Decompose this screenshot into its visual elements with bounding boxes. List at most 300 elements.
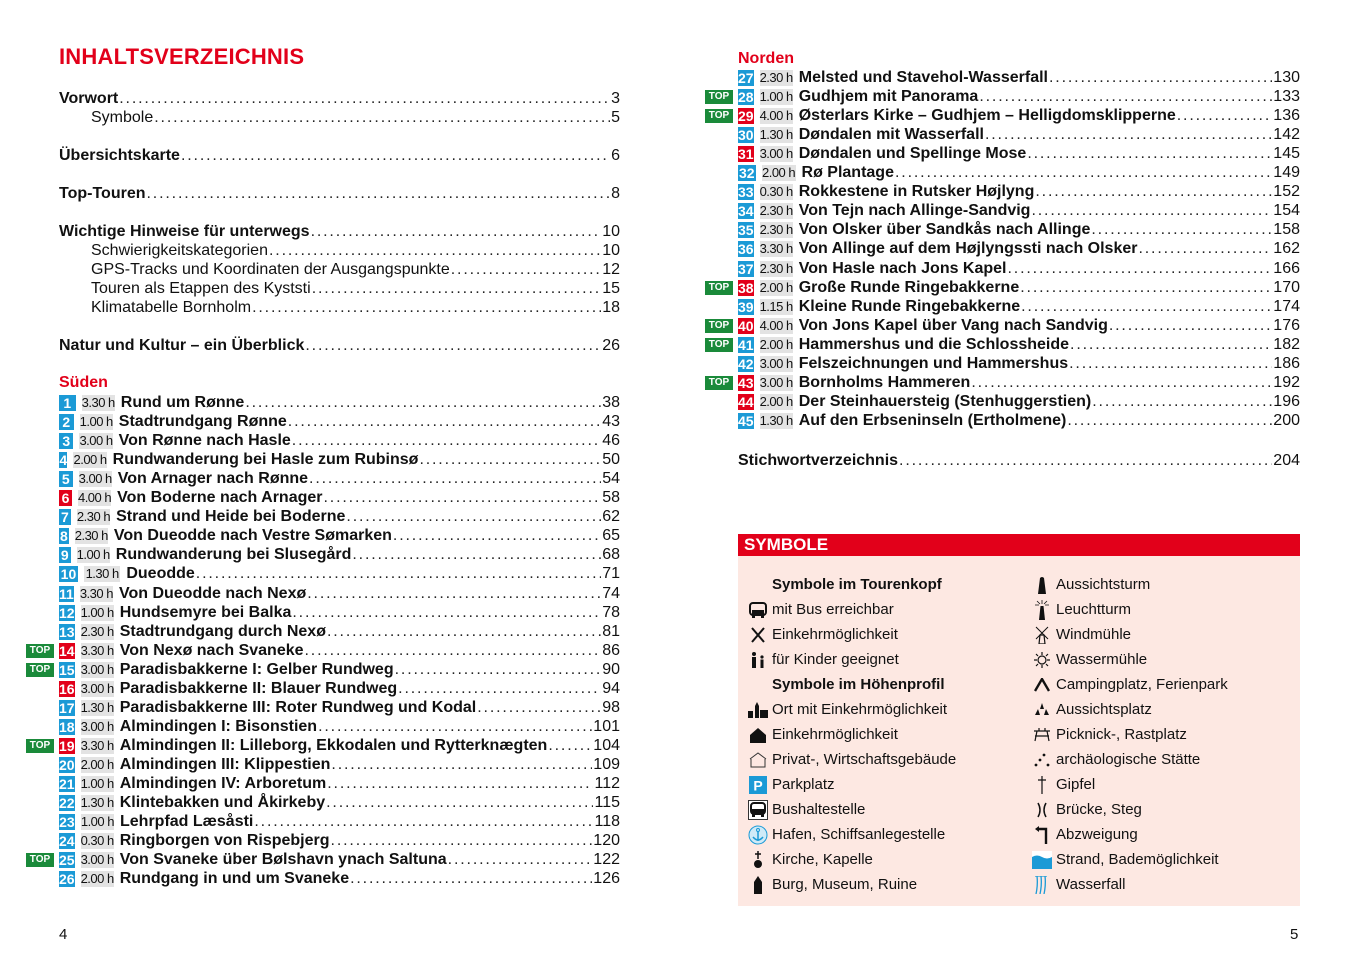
- tour-entry[interactable]: [708, 88, 1300, 106]
- leader-dots: [1008, 260, 1273, 278]
- tour-entry[interactable]: [59, 813, 620, 831]
- tour-entry[interactable]: [738, 183, 1300, 201]
- tour-title: Hundsemyre bei Balka: [119, 603, 292, 621]
- symbol-label: Symbole im Höhenprofil: [772, 676, 945, 693]
- tour-duration: 3.00 h: [759, 355, 793, 371]
- tour-title: Kleine Runde Ringebakkerne: [798, 297, 1021, 315]
- leader-dots: [305, 642, 602, 660]
- tour-entry[interactable]: [59, 699, 620, 717]
- top-tour-badge: TOP: [26, 663, 54, 677]
- toc-entry-page: 204: [1273, 452, 1300, 469]
- tour-page: 142: [1273, 126, 1300, 144]
- symbol-legend-item: [744, 872, 956, 897]
- symbol-legend-item: [1028, 797, 1228, 822]
- tour-entry[interactable]: [59, 604, 620, 622]
- tour-number-badge: 31: [738, 146, 754, 163]
- leader-dots: [979, 88, 1272, 106]
- tour-duration: 3.00 h: [80, 680, 114, 696]
- tour-entry[interactable]: [738, 240, 1300, 258]
- tour-entry[interactable]: [738, 393, 1300, 411]
- tour-entry[interactable]: [738, 126, 1300, 144]
- leader-dots: [1109, 317, 1272, 335]
- tour-entry[interactable]: [29, 660, 620, 679]
- tour-page: 98: [602, 698, 620, 716]
- symbol-label: Windmühle: [1056, 626, 1132, 643]
- leader-dots: [327, 623, 601, 641]
- symbol-legend-item: [1028, 672, 1228, 697]
- tour-page: 112: [594, 775, 620, 792]
- tour-number-badge: 29: [738, 108, 754, 125]
- tour-page: 94: [602, 679, 620, 697]
- tour-duration: 2.30 h: [76, 509, 111, 525]
- leader-dots: [398, 680, 601, 698]
- tour-title: Felszeichnungen und Hammershus: [798, 354, 1069, 372]
- tour-entry[interactable]: [59, 470, 620, 488]
- bus-icon: [744, 602, 772, 618]
- tour-entry[interactable]: [59, 832, 620, 850]
- toc-subentry[interactable]: [91, 279, 620, 298]
- tour-duration: 1.30 h: [80, 699, 114, 715]
- tour-entry[interactable]: [59, 413, 620, 431]
- tour-number-badge: 25: [59, 852, 75, 869]
- tour-page: 50: [602, 451, 620, 469]
- symbol-legend-item: [744, 797, 956, 822]
- leader-dots: [312, 279, 602, 298]
- tour-number-badge: 22: [59, 795, 75, 812]
- tour-title: Melsted und Stavehol-Wasserfall: [798, 69, 1048, 86]
- leader-dots: [1027, 145, 1272, 163]
- tour-entry[interactable]: [59, 527, 620, 545]
- tour-page: 104: [593, 736, 620, 754]
- leader-dots: [451, 260, 601, 279]
- leader-dots: [311, 222, 602, 241]
- tour-entry[interactable]: [738, 145, 1300, 163]
- tour-entry[interactable]: [59, 451, 620, 469]
- tour-page: 126: [593, 870, 620, 888]
- tour-page: 74: [602, 584, 620, 602]
- tour-duration: 4.00 h: [77, 490, 112, 506]
- tour-duration: 2.00 h: [759, 279, 793, 295]
- leader-dots: [1177, 107, 1273, 125]
- tour-title: Auf den Erbseninseln (Ertholmene): [798, 411, 1067, 429]
- tour-entry[interactable]: [738, 355, 1300, 373]
- tour-title: Von Tejn nach Allinge-Sandvig: [798, 202, 1031, 220]
- toc-entry-label: Klimatabelle Bornholm: [91, 299, 252, 316]
- toc-entry-page: 3: [611, 90, 620, 107]
- tour-number-badge: 45: [738, 412, 754, 429]
- tour-number-badge: 33: [738, 184, 754, 201]
- toc-entry[interactable]: [59, 184, 620, 203]
- symbol-legend-item: [744, 697, 956, 722]
- tour-page: 118: [594, 813, 620, 831]
- house-outline-icon: [744, 752, 772, 768]
- leader-dots: [419, 451, 601, 469]
- tour-number-badge: 10: [60, 566, 77, 583]
- leader-dots: [305, 336, 601, 355]
- top-tour-badge: TOP: [26, 739, 54, 753]
- tour-title: Østerlars Kirke – Gudhjem – Helligdomsklipperne: [798, 107, 1176, 125]
- beach-icon: [1028, 851, 1056, 869]
- tour-number-badge: 6: [59, 490, 72, 506]
- symbol-label: Gipfel: [1056, 776, 1096, 793]
- tour-entry[interactable]: [59, 680, 620, 698]
- tour-page: 166: [1273, 259, 1300, 277]
- tour-number-badge: 3: [59, 433, 73, 449]
- leader-dots: [1067, 412, 1272, 430]
- symbol-legend-item: [744, 647, 956, 672]
- leader-dots: [327, 775, 593, 793]
- leader-dots: [254, 813, 593, 831]
- tour-title: Rundgang in und um Svaneke: [119, 870, 350, 888]
- leader-dots: [1049, 69, 1272, 87]
- tour-duration: 1.30 h: [759, 127, 793, 143]
- page-number: 5: [1290, 926, 1299, 943]
- symbol-legend-item: [1028, 772, 1228, 797]
- symbol-label: archäologische Stätte: [1056, 751, 1201, 768]
- tour-entry[interactable]: [59, 432, 620, 450]
- tour-page: 176: [1273, 316, 1300, 334]
- tour-duration: 2.30 h: [759, 260, 793, 276]
- toc-entry-page: 10: [602, 223, 620, 240]
- symbol-label: Wassermühle: [1056, 651, 1148, 668]
- tour-number-badge: 8: [59, 528, 68, 545]
- symbol-label: Wasserfall: [1056, 876, 1126, 893]
- leader-dots: [307, 585, 601, 603]
- tour-entry[interactable]: [708, 107, 1300, 125]
- tour-title: Stadtrundgang durch Nexø: [119, 622, 326, 640]
- symbol-legend-item: [744, 847, 956, 872]
- symbol-legend-item: [744, 722, 956, 747]
- tour-number-badge: 28: [738, 89, 754, 106]
- family-icon: [744, 652, 772, 668]
- leader-dots: [269, 241, 601, 260]
- toc-entry[interactable]: [59, 146, 620, 165]
- top-tour-badge: TOP: [705, 109, 733, 123]
- tour-entry[interactable]: [708, 373, 1300, 392]
- tour-number-badge: 9: [60, 547, 69, 564]
- symbol-label: für Kinder geeignet: [772, 651, 899, 668]
- tour-number-badge: 41: [738, 336, 754, 353]
- toc-subentry[interactable]: [91, 260, 620, 279]
- leader-dots: [318, 718, 592, 736]
- leader-dots: [395, 661, 602, 679]
- symbol-legend-item: [744, 822, 956, 847]
- tour-duration: 2.30 h: [80, 623, 114, 639]
- tour-page: 154: [1273, 202, 1300, 220]
- toc-entry-page: 18: [602, 299, 620, 316]
- tour-entry[interactable]: [59, 870, 620, 888]
- tour-number-badge: 40: [738, 317, 754, 334]
- tour-page: 43: [602, 413, 620, 431]
- tour-number-badge: 24: [59, 833, 75, 850]
- tour-number-badge: 35: [738, 222, 754, 239]
- svg-text:P: P: [753, 777, 763, 793]
- leader-dots: [324, 489, 602, 507]
- tour-title: Von Svaneke über Bølshavn ynach Saltuna: [119, 851, 447, 869]
- tour-duration: 0.30 h: [80, 833, 114, 849]
- tour-entry[interactable]: [59, 718, 620, 736]
- tour-title: Rundwanderung bei Slusegård: [115, 546, 352, 564]
- tour-page: 170: [1273, 278, 1300, 296]
- symbol-legend-item: [744, 772, 956, 797]
- tour-number-badge: 42: [738, 355, 754, 372]
- tour-title: Strand und Heide bei Boderne: [116, 508, 346, 526]
- tour-number-badge: 38: [738, 279, 754, 296]
- tour-page: 68: [602, 546, 620, 564]
- symbol-legend-item: [1028, 872, 1228, 897]
- leader-dots: [309, 470, 601, 488]
- tour-number-badge: 18: [59, 718, 75, 735]
- tour-entry[interactable]: [738, 69, 1300, 87]
- leader-dots: [899, 451, 1272, 470]
- toc-entry-page: 6: [611, 147, 620, 164]
- tour-entry[interactable]: [59, 394, 620, 412]
- tour-title: Rokkestene in Rutsker Højlyng: [798, 183, 1035, 201]
- symbol-label: Kirche, Kapelle: [772, 851, 873, 868]
- tour-number-badge: 19: [59, 737, 75, 754]
- toc-entry[interactable]: [59, 222, 620, 241]
- tour-title: Paradisbakkerne III: Roter Rundweg und Kodal: [119, 698, 477, 716]
- top-tour-badge: TOP: [705, 281, 733, 295]
- tour-number-badge: 20: [59, 756, 75, 773]
- toc-entry-page: 26: [602, 337, 620, 354]
- tour-number-badge: 1: [59, 395, 76, 411]
- tour-entry[interactable]: [59, 623, 620, 641]
- tour-entry[interactable]: [59, 775, 620, 793]
- tour-page: 174: [1273, 297, 1300, 315]
- tour-entry[interactable]: [738, 298, 1300, 316]
- symbol-legend-item: [1028, 847, 1228, 872]
- symbol-legend-item: [1028, 647, 1228, 672]
- tour-page: 162: [1273, 240, 1300, 258]
- tour-duration: 2.30 h: [759, 203, 793, 219]
- tour-number-badge: 26: [59, 871, 75, 888]
- leader-dots: [352, 546, 601, 564]
- tour-number-badge: 27: [738, 70, 754, 86]
- toc-entry-page: 8: [611, 185, 620, 202]
- leader-dots: [245, 394, 601, 412]
- tour-duration: 3.30 h: [79, 585, 113, 601]
- tour-title: Almindingen I: Bisonstien: [119, 717, 318, 735]
- tour-entry[interactable]: [29, 736, 620, 755]
- leader-dots: [1020, 279, 1272, 297]
- toc-entry-index[interactable]: [738, 451, 1300, 470]
- tour-page: 136: [1273, 107, 1300, 125]
- tour-entry[interactable]: [59, 756, 620, 774]
- tour-entry[interactable]: [738, 202, 1300, 220]
- tour-number-badge: 13: [59, 623, 75, 640]
- tour-number-badge: 37: [738, 260, 754, 277]
- tour-title: Klintebakken und Åkirkeby: [119, 794, 326, 812]
- tour-title: Ringborgen von Rispebjerg: [119, 832, 330, 850]
- summit-icon: [1028, 776, 1056, 794]
- toc-subentry[interactable]: [91, 298, 620, 317]
- tour-duration: 3.00 h: [80, 661, 114, 677]
- tour-page: 133: [1273, 88, 1300, 106]
- bridge-icon: [1028, 802, 1056, 818]
- leader-dots: [1035, 183, 1272, 201]
- tour-duration: 3.00 h: [759, 146, 793, 162]
- parking-icon: [744, 776, 772, 794]
- tour-page: 86: [602, 641, 620, 659]
- leader-dots: [971, 374, 1272, 392]
- toc-entry[interactable]: [59, 336, 620, 355]
- tour-title: Lehrpfad Læsåsti: [120, 813, 254, 831]
- leader-dots: [331, 832, 593, 850]
- toc-entry-page: 12: [602, 261, 620, 278]
- symbols-legend-box: [738, 534, 1300, 906]
- tour-duration: 2.30 h: [759, 222, 793, 238]
- tour-page: 182: [1273, 335, 1300, 353]
- tour-number-badge: 14: [59, 642, 75, 659]
- tour-page: 122: [593, 851, 620, 869]
- symbol-label: Aussichtsturm: [1056, 576, 1151, 593]
- tour-page: 120: [593, 832, 620, 850]
- tour-page: 152: [1273, 183, 1300, 201]
- tour-title: Große Runde Ringebakkerne: [798, 278, 1020, 296]
- lighthouse-icon: [1028, 600, 1056, 620]
- leader-dots: [1021, 298, 1272, 316]
- tour-title: Rø Plantage: [801, 164, 894, 182]
- symbol-label: Leuchtturm: [1056, 601, 1132, 618]
- toc-entry-label: Touren als Etappen des Kyststi: [91, 280, 311, 297]
- symbol-legend-item: [1028, 622, 1228, 647]
- tour-title: Paradisbakkerne II: Blauer Rundweg: [119, 679, 398, 697]
- symbol-legend-item: [1028, 697, 1228, 722]
- tour-duration: 1.00 h: [79, 414, 113, 430]
- tour-title: Almindingen II: Lilleborg, Ekkodalen und Rytterknægten: [119, 736, 548, 754]
- tour-duration: 3.30 h: [80, 642, 114, 658]
- tour-page: 81: [602, 622, 620, 640]
- tour-duration: 3.30 h: [81, 395, 115, 410]
- symbol-label: Strand, Bademöglichkeit: [1056, 851, 1219, 868]
- tour-entry[interactable]: [29, 851, 620, 869]
- tour-title: Stadtrundgang Rønne: [118, 413, 287, 431]
- leader-dots: [326, 794, 593, 812]
- tour-number-badge: 36: [738, 241, 754, 258]
- tour-entry[interactable]: [738, 164, 1300, 182]
- leader-dots: [331, 756, 592, 774]
- toc-subentry[interactable]: [91, 241, 620, 260]
- toc-entry-page: 10: [602, 242, 620, 259]
- top-tour-badge: TOP: [26, 853, 54, 867]
- tour-entry[interactable]: [708, 335, 1300, 354]
- castle-icon: [744, 876, 772, 894]
- tour-entry[interactable]: [59, 546, 620, 564]
- town-icon: [744, 702, 772, 718]
- tour-title: Von Dueodde nach Nexø: [118, 584, 307, 602]
- tour-entry[interactable]: [738, 221, 1300, 239]
- page-title: INHALTSVERZEICHNIS: [59, 44, 305, 69]
- tour-page: 65: [602, 527, 620, 545]
- leader-dots: [147, 184, 611, 203]
- archaeology-icon: [1028, 753, 1056, 767]
- symbol-label: Symbole im Tourenkopf: [772, 576, 942, 593]
- symbol-label: Privat-, Wirtschaftsgebäude: [772, 751, 957, 768]
- tour-entry[interactable]: [59, 585, 620, 603]
- tour-title: Gudhjem mit Panorama: [798, 88, 979, 106]
- tour-title: Bornholms Hammeren: [798, 373, 971, 391]
- tour-page: 101: [593, 717, 620, 735]
- tour-title: Almindingen IV: Arboretum: [119, 775, 327, 792]
- church-icon: [744, 851, 772, 869]
- toc-entry[interactable]: [59, 89, 620, 108]
- tour-duration: 3.30 h: [80, 737, 114, 753]
- tour-page: 46: [602, 432, 620, 450]
- tour-number-badge: 44: [738, 393, 754, 410]
- tour-number-badge: 34: [738, 203, 754, 220]
- tour-number-badge: 5: [59, 471, 73, 487]
- leader-dots: [288, 413, 601, 431]
- tour-page: 58: [602, 489, 620, 507]
- tour-title: Von Nexø nach Svaneke: [119, 641, 304, 659]
- symbol-legend-item: [744, 622, 956, 647]
- tour-number-badge: 15: [59, 661, 75, 678]
- tour-entry[interactable]: [708, 316, 1300, 335]
- tour-title: Rundwanderung bei Hasle zum Rubinsø: [112, 451, 419, 469]
- tour-entry[interactable]: [738, 412, 1300, 430]
- tour-duration: 2.00 h: [761, 165, 796, 181]
- tour-entry[interactable]: [59, 794, 620, 812]
- tour-title: Dueodde: [126, 565, 195, 583]
- toc-subentry[interactable]: [91, 108, 620, 127]
- leader-dots: [292, 432, 601, 450]
- leader-dots: [292, 604, 601, 622]
- tour-title: Hammershus und die Schlossheide: [798, 335, 1070, 353]
- leader-dots: [1031, 202, 1272, 220]
- tour-title: Von Jons Kapel über Vang nach Sandvig: [798, 316, 1108, 334]
- tour-title: Von Hasle nach Jons Kapel: [798, 259, 1007, 277]
- leader-dots: [895, 164, 1272, 182]
- tour-entry[interactable]: [59, 565, 620, 583]
- tour-entry[interactable]: [29, 641, 620, 660]
- tour-duration: 2.30 h: [759, 70, 793, 85]
- tour-duration: 3.00 h: [79, 433, 113, 449]
- tour-title: Paradisbakkerne I: Gelber Rundweg: [119, 660, 394, 678]
- leader-dots: [1138, 240, 1272, 258]
- tour-title: Von Allinge auf dem Højlyngssti nach Olsker: [798, 240, 1138, 258]
- leader-dots: [346, 508, 601, 526]
- leader-dots: [448, 851, 593, 869]
- symbol-legend-item: [1028, 597, 1228, 622]
- symbol-legend-item: [1028, 822, 1228, 847]
- tour-page: 149: [1273, 164, 1300, 182]
- tour-duration: 2.00 h: [73, 452, 107, 468]
- tour-page: 90: [602, 660, 620, 678]
- windmill-icon: [1028, 626, 1056, 644]
- toc-entry-label: Vorwort: [59, 90, 119, 107]
- leader-dots: [1091, 221, 1272, 239]
- leader-dots: [985, 126, 1272, 144]
- tour-entry[interactable]: [59, 508, 620, 526]
- symbols-subheading: [744, 672, 956, 697]
- tour-number-badge: 16: [59, 680, 75, 697]
- tour-title: Von Rønne nach Hasle: [118, 432, 291, 450]
- tour-entry[interactable]: [708, 278, 1300, 297]
- tour-page: 196: [1273, 392, 1300, 410]
- leader-dots: [252, 298, 601, 317]
- tour-entry[interactable]: [738, 260, 1300, 278]
- tour-number-badge: 7: [59, 509, 71, 525]
- tour-page: 200: [1273, 411, 1300, 429]
- top-tour-badge: TOP: [705, 90, 733, 104]
- tour-page: 62: [602, 508, 620, 526]
- tour-duration: 4.00 h: [759, 108, 793, 124]
- tour-duration: 2.00 h: [759, 393, 793, 409]
- section-heading-south: Süden: [59, 374, 108, 391]
- symbol-label: Ort mit Einkehrmöglichkeit: [772, 701, 948, 718]
- tour-entry[interactable]: [59, 489, 620, 507]
